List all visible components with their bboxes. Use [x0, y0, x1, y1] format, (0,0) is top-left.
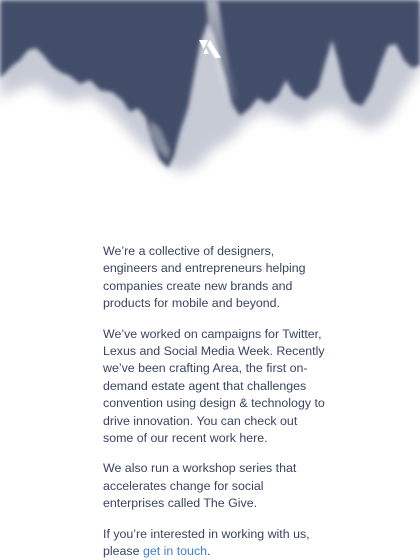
contact-prefix: If you’re interested in working with us, please: [103, 526, 310, 559]
triangle-a-logo-icon[interactable]: [199, 40, 221, 58]
ink-cloud-graphic: [0, 0, 420, 200]
get-in-touch-link[interactable]: get in touch: [142, 544, 208, 559]
about-content: [103, 243, 325, 560]
contact-paragraph: [103, 526, 325, 560]
contact-suffix: .: [207, 544, 211, 559]
intro-paragraph: We’re a collective of designers, engineers and entrepreneurs helping companies create new brands and products for mobile and beyond.: [103, 244, 306, 311]
workshop-paragraph: We also run a workshop series that accelerates change for social enterprises called The Give.: [103, 461, 297, 511]
hero-ink-banner: [0, 0, 420, 200]
campaigns-paragraph: We’ve worked on campaigns for Twitter, Lexus and Social Media Week. Recently we’ve been crafting Area, the first on-demand estate agent that challenges convention using design & technology to drive innovation. You can check out some of our recent work here.: [103, 326, 325, 446]
